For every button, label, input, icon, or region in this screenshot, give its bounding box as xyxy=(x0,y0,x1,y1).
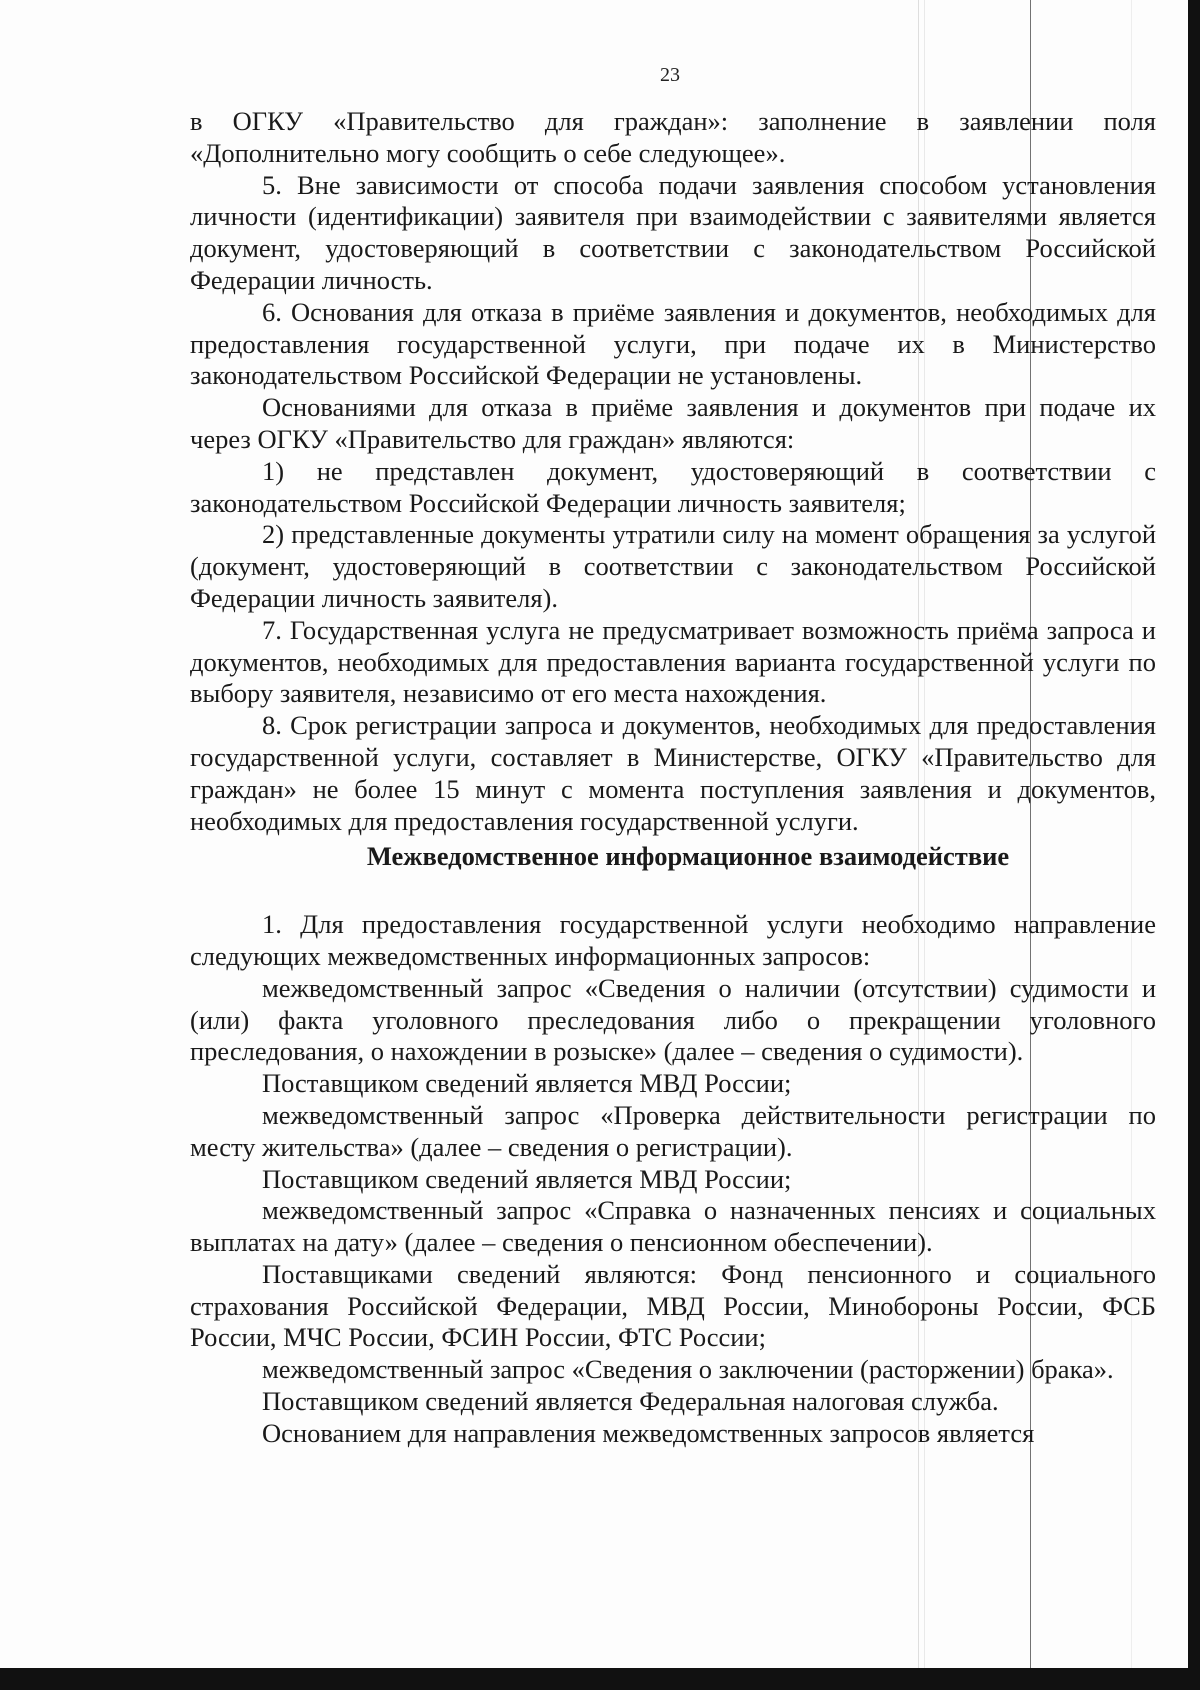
scan-border-bottom xyxy=(0,1668,1200,1690)
list-item: 1) не представлен документ, удостоверяющий в соответствии с законодательством Российской Федерации личность заявителя; xyxy=(190,455,1156,518)
paragraph: межведомственный запрос «Справка о назначенных пенсиях и социальных выплатах на дату» (далее – сведения о пенсионном обеспечении). xyxy=(190,1195,1156,1258)
list-item: 2) представленные документы утратили силу на момент обращения за услугой (документ, удостоверяющий в соответствии с законодательством Российской Федерации личность заявителя). xyxy=(190,519,1156,613)
document-body xyxy=(190,106,1156,1450)
paragraph: 7. Государственная услуга не предусматривает возможность приёма запроса и документов, необходимых для предоставления варианта государственной услуги по выбору заявителя, независимо от его места нахождения. xyxy=(190,614,1156,709)
paragraph: 8. Срок регистрации запроса и документов, необходимых для предоставления государственной услуги, составляет в Министерстве, ОГКУ «Правительство для граждан» не более 15 минут с момента поступления заявления и документов, необходимых для предоставления государственной услуги. xyxy=(190,710,1156,836)
paragraph: Поставщиком сведений является МВД России; xyxy=(262,1068,792,1099)
paragraph: межведомственный запрос «Сведения о заключении (расторжении) брака». xyxy=(262,1354,1114,1385)
paragraph: Поставщиками сведений являются: Фонд пенсионного и социального страхования Российской Федерации, МВД России, Минобороны России, ФСБ России, МЧС России, ФСИН России, ФТС России; xyxy=(190,1258,1156,1353)
paragraph: межведомственный запрос «Проверка действительности регистрации по месту жительства» (далее – сведения о регистрации). xyxy=(190,1099,1156,1162)
paragraph: Основаниями для отказа в приёме заявления и документов при подаче их через ОГКУ «Правительство для граждан» являются: xyxy=(190,392,1156,454)
paragraph: в ОГКУ «Правительство для граждан»: заполнение в заявлении поля «Дополнительно могу сообщить о себе следующее». xyxy=(190,106,1156,168)
paragraph: Поставщиком сведений является МВД России; xyxy=(262,1163,792,1194)
paragraph: 5. Вне зависимости от способа подачи заявления способом установления личности (идентификации) заявителя при взаимодействии с заявителями является документ, удостоверяющий в соответствии с законодательством Российской Федерации личность. xyxy=(190,169,1156,295)
paragraph: 6. Основания для отказа в приёме заявления и документов, необходимых для предоставления государственной услуги, при подаче их в Министерство законодательством Российской Федерации не установлены. xyxy=(190,296,1156,391)
paragraph: межведомственный запрос «Сведения о наличии (отсутствии) судимости и (или) факта уголовного преследования либо о прекращении уголовного преследования, о нахождении в розыске» (далее – сведения о судимости). xyxy=(190,972,1156,1067)
page-number: 23 xyxy=(660,64,680,86)
paragraph: Основанием для направления межведомственных запросов является xyxy=(262,1417,1035,1448)
paragraph: 1. Для предоставления государственной услуги необходимо направление следующих межведомственных информационных запросов: xyxy=(190,909,1156,971)
scan-border-right xyxy=(1188,0,1200,1690)
paragraph: Поставщиком сведений является Федеральная налоговая служба. xyxy=(262,1386,999,1417)
section-heading: Межведомственное информационное взаимодействие xyxy=(366,841,1010,872)
